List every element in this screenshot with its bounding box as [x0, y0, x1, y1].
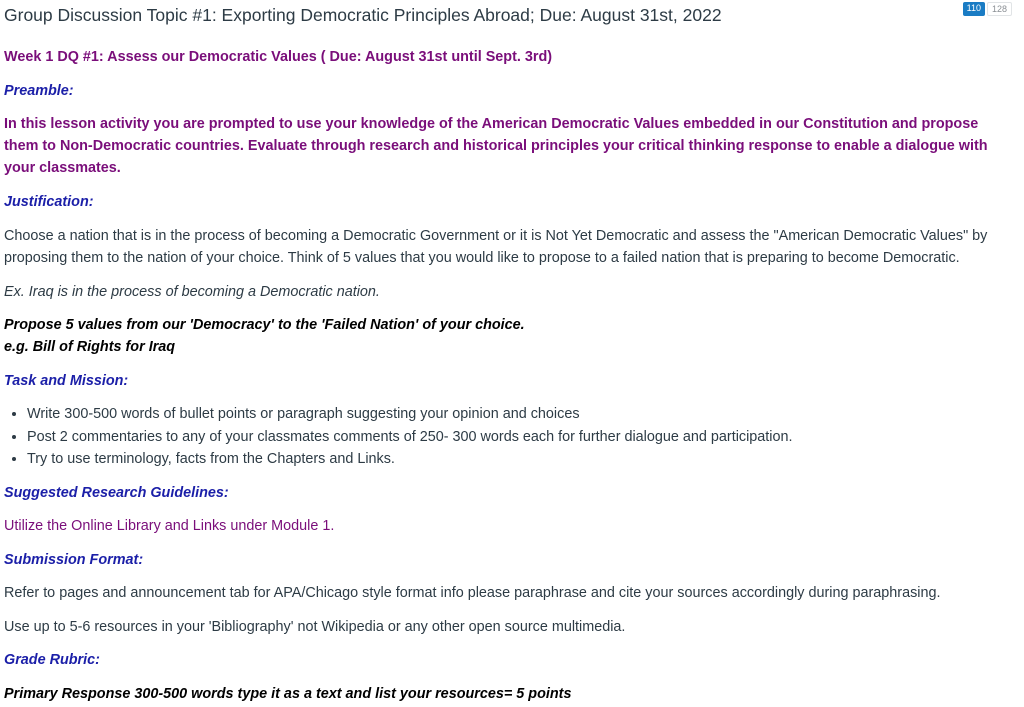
justification-label: Justification: — [4, 194, 94, 210]
rubric-label: Grade Rubric: — [4, 652, 100, 668]
rubric-text: Primary Response 300-500 words type it as a text and list your resources= 5 points — [4, 686, 572, 702]
propose-line-2: e.g. Bill of Rights for Iraq — [4, 339, 176, 355]
task-label: Task and Mission: — [4, 373, 129, 389]
list-item: • Post 2 commentaries to any of your classmates comments of 250- 300 words each for further dialogue and participation. — [27, 426, 793, 449]
propose-line-1: Propose 5 values from our 'Democracy' to the 'Failed Nation' of your choice. — [4, 317, 525, 333]
list-item: • Write 300-500 words of bullet points or paragraph suggesting your opinion and choices — [27, 403, 793, 426]
week-heading: Week 1 DQ #1: Assess our Democratic Values ( Due: August 31st until Sept. 3rd) — [4, 49, 553, 65]
example-text: Ex. Iraq is in the process of becoming a Democratic nation. — [4, 284, 380, 300]
task-bullet-list — [8, 403, 793, 471]
justification-text: Choose a nation that is in the process of becoming a Democratic Government or it is Not Yet Democratic and assess the "American Democratic Values" by proposing them to the nation of your choice. Think of 5 values that you would like to propose to a failed nation that is preparing to become Democratic. — [4, 228, 988, 266]
research-text: Utilize the Online Library and Links under Module 1. — [4, 518, 335, 534]
count-badges — [963, 2, 1012, 16]
submission-text-2: Use up to 5-6 resources in your 'Bibliography' not Wikipedia or any other open source multimedia. — [4, 619, 626, 635]
list-item: • Try to use terminology, facts from the Chapters and Links. — [27, 448, 793, 471]
submission-text-1: Refer to pages and announcement tab for APA/Chicago style format info please paraphrase and cite your sources accordingly during paraphrasing. — [4, 585, 941, 601]
preamble-label: Preamble: — [4, 83, 74, 99]
page-title: Group Discussion Topic #1: Exporting Democratic Principles Abroad; Due: August 31st, 2022 — [4, 5, 722, 25]
preamble-text: In this lesson activity you are prompted to use your knowledge of the American Democratic Values embedded in our Constitution and propose them to Non-Democratic countries. Evaluate through research and historical principles your critical thinking response to enable a dialogue with your classmates. — [4, 116, 988, 176]
research-label: Suggested Research Guidelines: — [4, 485, 229, 501]
submission-label: Submission Format: — [4, 552, 144, 568]
count-badge-secondary: 128 — [987, 2, 1012, 16]
count-badge-primary: 110 — [963, 2, 985, 16]
